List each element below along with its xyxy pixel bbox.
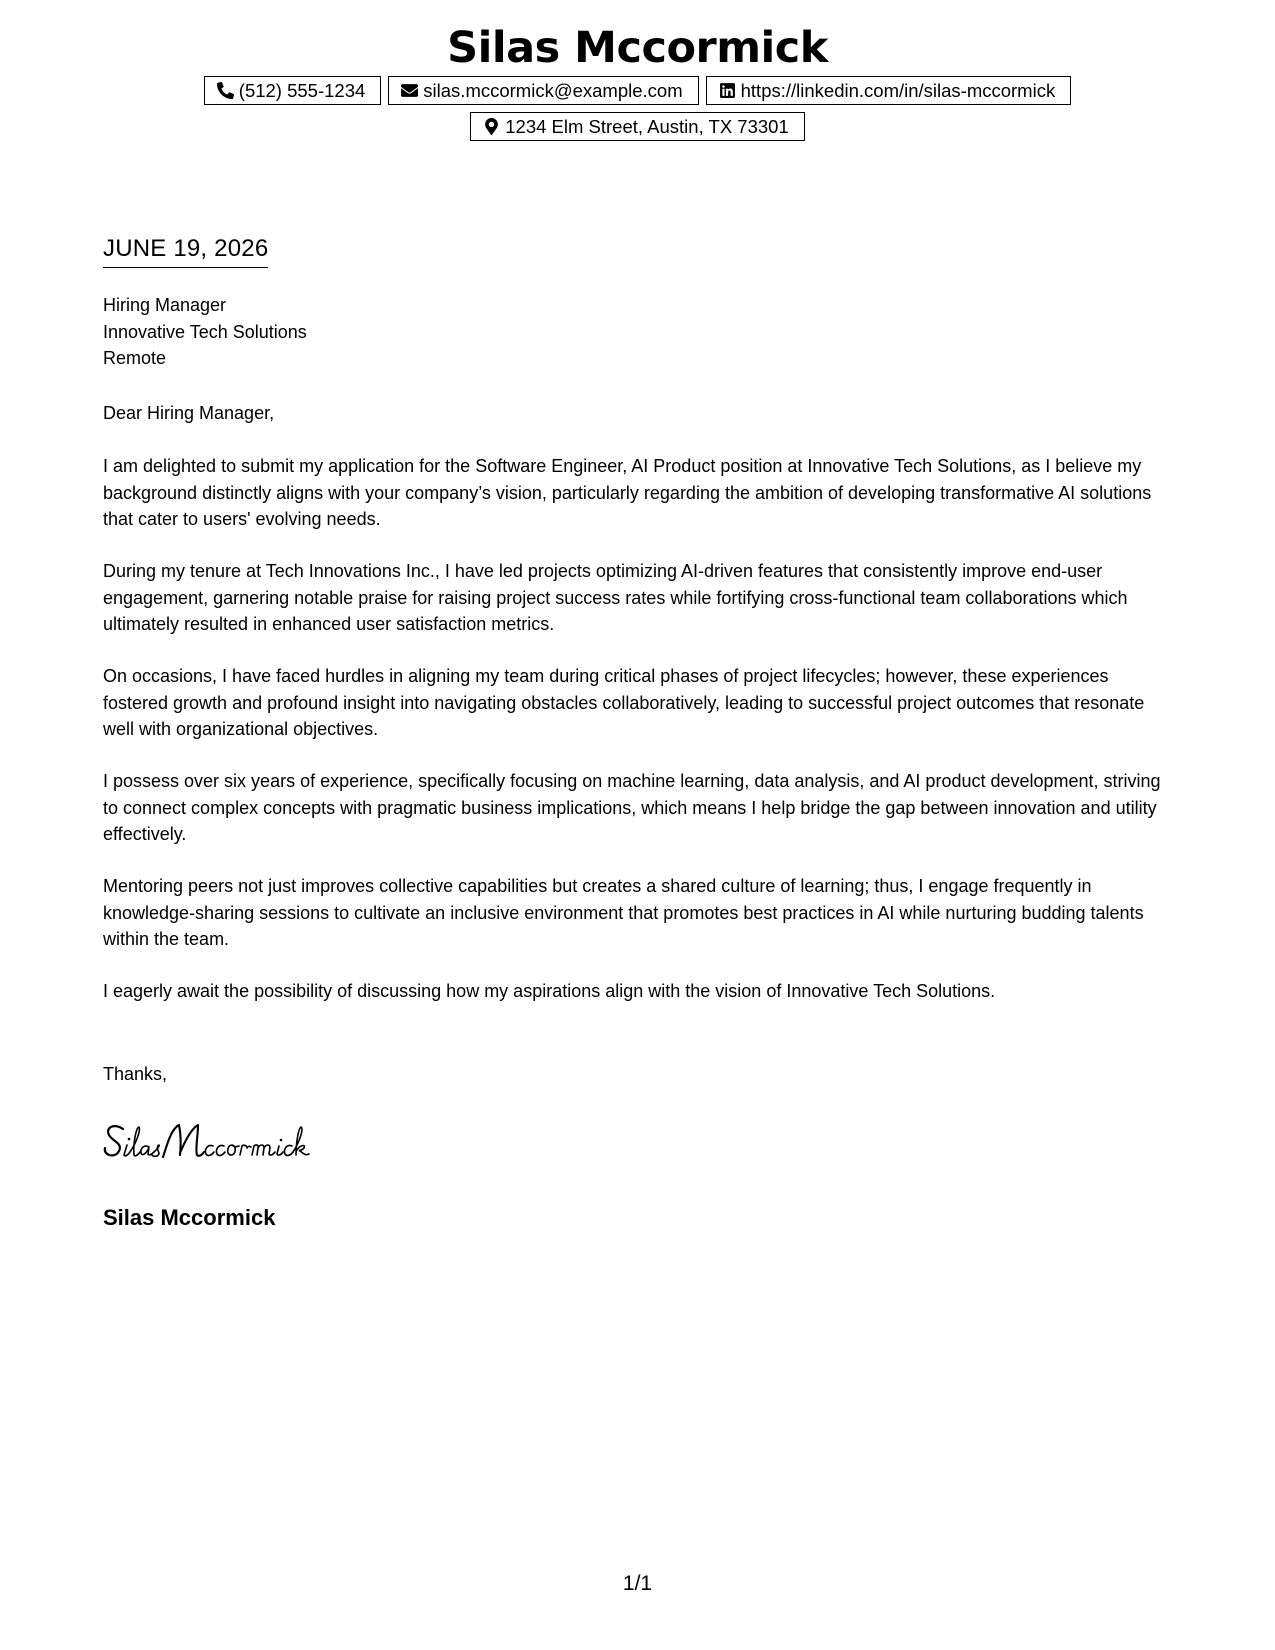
recipient-title: Hiring Manager (103, 295, 227, 315)
contact-row (0, 76, 1275, 105)
body-paragraph-4: I possess over six years of experience, specifically focusing on machine learning, data analysis, and AI product development, striving to connect complex concepts with pragmatic business implications, which means I help bridge the gap between innovation and utility effectively. (103, 771, 1161, 844)
body-paragraph-6: I eagerly await the possibility of discussing how my aspirations align with the vision of Innovative Tech Solutions. (103, 981, 996, 1001)
phone-icon (217, 82, 234, 99)
envelope-icon (401, 82, 418, 99)
page-indicator: 1/1 (622, 1572, 653, 1595)
address-text: 1234 Elm Street, Austin, TX 73301 (505, 115, 789, 137)
body-paragraph-3: On occasions, I have faced hurdles in aligning my team during critical phases of project lifecycles; however, these experiences fostered growth and profound insight into navigating obstacles collaboratively, leading to successful project outcomes that resonate well with organizational objectives. (103, 666, 1145, 739)
signer-name: Silas Mccormick (103, 1205, 276, 1230)
letter-header (0, 20, 1275, 141)
email-contact[interactable] (388, 76, 698, 105)
linkedin-icon (719, 82, 736, 99)
applicant-name: Silas Mccormick (447, 23, 828, 73)
body-paragraph-1: I am delighted to submit my application for the Software Engineer, AI Product position at Innovative Tech Solutions, as I believe my background distinctly aligns with your company’s vision, particularly regarding the ambition of developing transformative AI solutions that cater to users' evolving needs. (103, 456, 1152, 529)
phone-contact[interactable] (204, 76, 382, 105)
linkedin-text: https://linkedin.com/in/silas-mccormick (740, 79, 1056, 101)
handwritten-signature (101, 1115, 361, 1165)
map-marker-icon (483, 118, 500, 135)
address-contact (470, 112, 805, 141)
recipient-block (103, 292, 307, 372)
salutation: Dear Hiring Manager, (103, 403, 275, 423)
recipient-company: Innovative Tech Solutions (103, 321, 307, 342)
body-paragraph-2: During my tenure at Tech Innovations Inc., I have led projects optimizing AI-driven features that consistently improve end-user engagement, garnering notable praise for raising project success rates while fortifying cross-functional team collaborations which ultimately resulted in enhanced user satisfaction metrics. (103, 561, 1128, 634)
linkedin-contact[interactable] (706, 76, 1072, 105)
body-paragraph-5: Mentoring peers not just improves collective capabilities but creates a shared culture of learning; thus, I engage frequently in knowledge-sharing sessions to cultivate an inclusive environment that promotes best practices in AI while nurturing budding talents within the team. (103, 876, 1144, 949)
phone-text: (512) 555-1234 (238, 79, 366, 101)
email-text: silas.mccormick@example.com (423, 79, 683, 101)
letter-date: JUNE 19, 2026 (103, 233, 268, 268)
recipient-location: Remote (103, 348, 167, 368)
contact-row-address (0, 112, 1275, 141)
closing: Thanks, (103, 1064, 168, 1084)
